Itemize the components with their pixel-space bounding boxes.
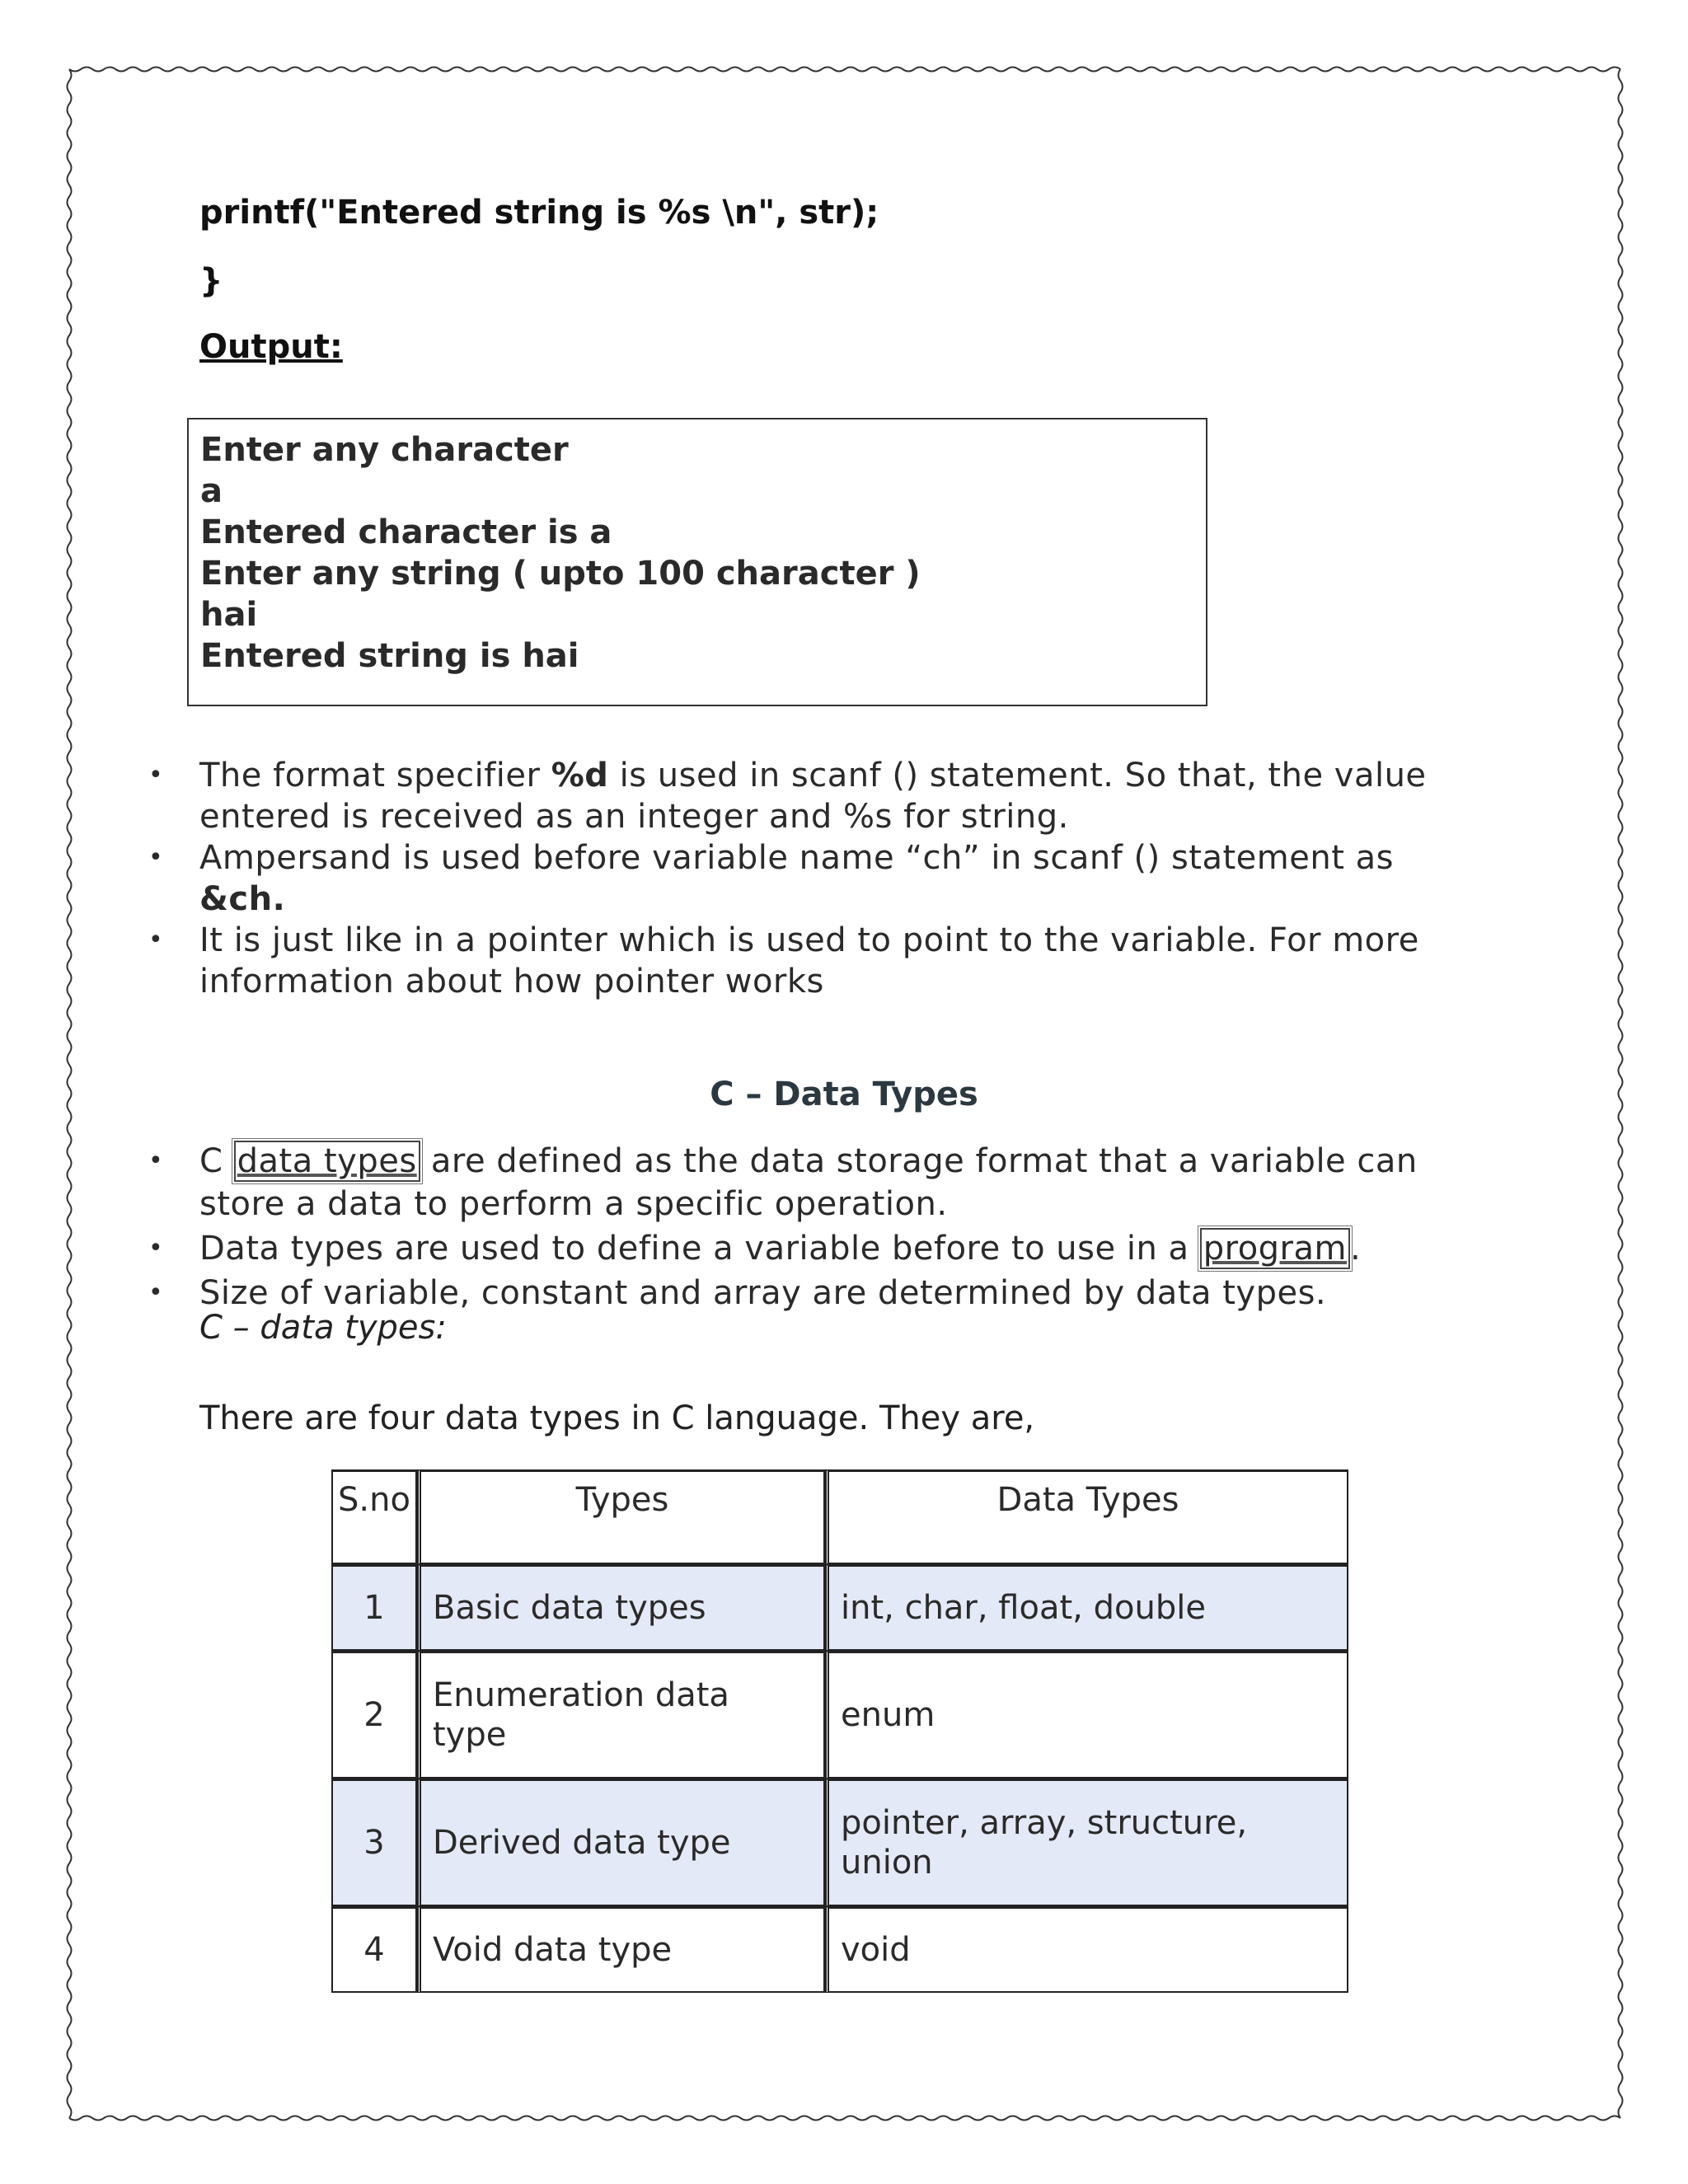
output-line: Enter any character	[200, 431, 569, 469]
note-text: Ampersand is used before variable name “ch” in scanf () statement as	[199, 839, 1394, 877]
data-types-table	[331, 1469, 1348, 1993]
bullet-text: .	[1349, 1230, 1362, 1268]
note-text: It is just like in a pointer which is used to point to the variable. For more information about how pointer works	[199, 921, 1419, 1001]
table-row	[331, 1651, 1348, 1779]
cell-data-types: void	[825, 1906, 1348, 1993]
cell-sno: 3	[331, 1779, 417, 1906]
table-header-row	[331, 1469, 1348, 1564]
data-types-link[interactable]: data types	[234, 1141, 420, 1182]
note-text: is used in scanf () statement. So that, the value entered is received as an integer and %s for string.	[199, 757, 1427, 836]
cell-data-types: int, char, float, double	[825, 1564, 1348, 1651]
notes-list	[199, 755, 1469, 1002]
output-line: Entered character is a	[200, 513, 612, 551]
bullet-text: C	[199, 1142, 234, 1180]
data-types-caption: C – data types:	[199, 1309, 447, 1347]
header-types: Types	[417, 1469, 825, 1564]
output-line: Entered string is hai	[200, 637, 579, 675]
table-row	[331, 1906, 1348, 1993]
note-item-ampersand	[199, 837, 1469, 920]
data-types-list	[199, 1140, 1469, 1315]
output-box	[187, 418, 1207, 706]
output-line: a	[200, 472, 223, 510]
data-types-usage	[199, 1227, 1469, 1270]
note-item-format-specifier	[199, 755, 1469, 837]
cell-sno: 1	[331, 1564, 417, 1651]
data-types-intro: There are four data types in C language. They are,	[199, 1399, 1035, 1437]
border-wave	[69, 68, 1620, 72]
code-printf-line: printf("Entered string is %s \n", str);	[199, 194, 879, 232]
output-line: Enter any string ( upto 100 character )	[200, 555, 921, 593]
cell-data-types: pointer, array, structure, union	[825, 1779, 1348, 1906]
bullet-text: Data types are used to define a variable before to use in a	[199, 1230, 1200, 1268]
cell-sno: 4	[331, 1906, 417, 1993]
note-text: The format specifier	[199, 757, 551, 794]
cell-data-types: enum	[825, 1651, 1348, 1779]
note-bold: %d	[551, 757, 609, 794]
header-sno: S.no	[331, 1469, 417, 1564]
border-wave	[69, 2116, 1620, 2121]
code-closing-brace: }	[199, 262, 223, 300]
note-bold: &ch.	[199, 880, 286, 918]
program-link[interactable]: program	[1200, 1228, 1350, 1269]
header-data-types: Data Types	[825, 1469, 1348, 1564]
table-row	[331, 1779, 1348, 1906]
cell-type: Basic data types	[417, 1564, 825, 1651]
bullet-text: Size of variable, constant and array are determined by data types.	[199, 1274, 1327, 1312]
cell-type: Derived data type	[417, 1779, 825, 1906]
table-row	[331, 1564, 1348, 1651]
bullet-text: are defined as the data storage format that a variable can store a data to perform a specific operation.	[199, 1142, 1418, 1223]
note-item-pointer	[199, 920, 1469, 1002]
output-line: hai	[200, 596, 258, 634]
section-title: C – Data Types	[710, 1076, 978, 1113]
cell-type: Void data type	[417, 1906, 825, 1993]
cell-type: Enumeration data type	[417, 1651, 825, 1779]
cell-sno: 2	[331, 1651, 417, 1779]
data-types-definition	[199, 1140, 1469, 1226]
output-heading: Output:	[199, 328, 343, 366]
